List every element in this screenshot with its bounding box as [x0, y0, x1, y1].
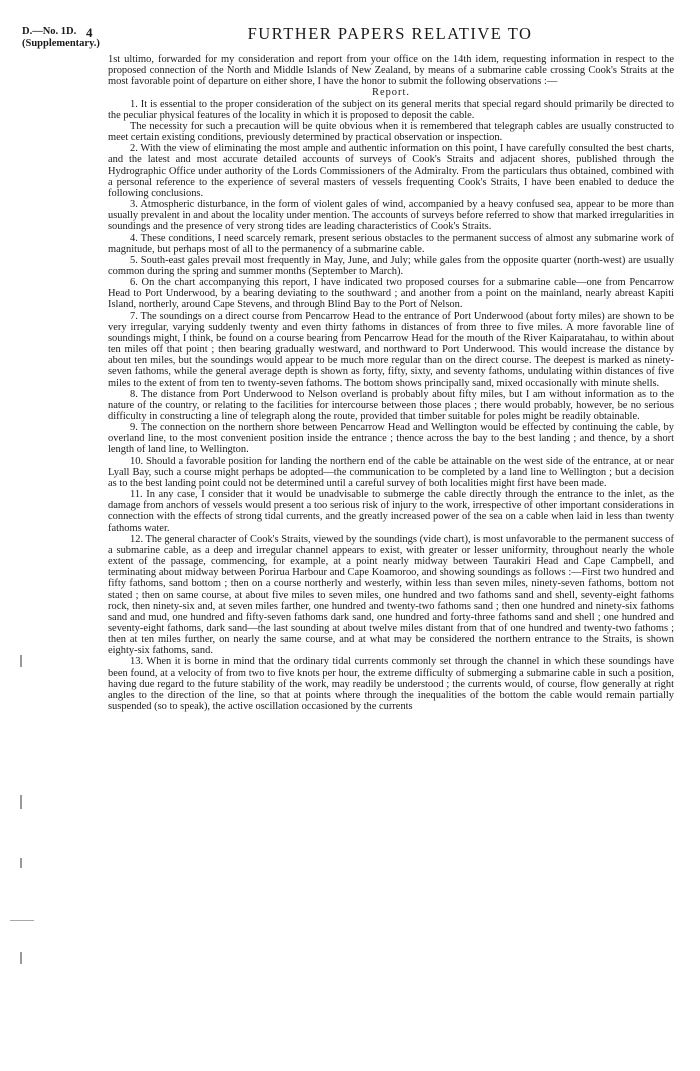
paragraph-1-continued: The necessity for such a precaution will be quite obvious when it is remembered that telegraph cables are usually constructed to meet certain existing conditions, previously determined by practical observation or inspection. [108, 120, 674, 144]
paragraph-10: 10. Should a favorable position for landing the northern end of the cable be attainable on the west side of the entrance, at or near Lyall Bay, such a course might perhaps be adopted—the communication to be completed by a land line to Wellington ; but a decision as to the best landing point could not be determined until a careful survey of both localities might first have been made. [108, 455, 674, 489]
paragraph-6: 6. On the chart accompanying this report, I have indicated two proposed courses for a submarine cable—one from Pencarrow Head to Port Underwood, by a bearing deviating to the southward ; and another from a point on the mainland, nearly abreast Kapiti Island, northerly, around Cape Stevens, and through Blind Bay to the Port of Nelson. [108, 277, 674, 311]
paragraph-12: 12. The general character of Cook's Straits, viewed by the soundings (vide chart), is most unfavorable to the permanent success of a submarine cable, as a deep and irregular channel appears to exist, with greater or lesser uniformity, throughout nearly the whole extent of the passage, commencing, for example, at a point nearly midway between Taurakiri Head and Cape Campbell, and terminating about midway between Porirua Harbour and Cape Koamoroo, and showing soundings as follows :—First two hundred and fifty fathoms, sand bottom ; then on a course northerly and westerly, within less than seven miles, ninety-seven fathoms, bottom not stated ; then on same course, at about five miles to seven miles, one hundred and two fathoms sand and shell, seventy-eight fathoms rock, then ninety-six and, at seven miles farther, one hundred and twenty-two fathoms sand ; then one hundred and ninety-six fathoms sand and mud, one hundred and fifty-seven fathoms dark sand, one hundred and forty-three fathoms sand and shell ; one hundred and seventy-eight fathoms, dark sand—the last sounding at about twelve miles distant from that of one hundred and twenty-two fathoms ; then at ten miles further, on nearly the same course, and at what may be considered the northern entrance to the Straits, is shown eighty-six fathoms, sand. [108, 533, 674, 657]
paragraph-1: 1. It is essential to the proper consideration of the subject on its general merits that special regard should primarily be directed to the peculiar physical features of the locality in which it is proposed to deposit the cable. [108, 98, 674, 121]
paragraph-13: 13. When it is borne in mind that the ordinary tidal currents commonly set through the channel in which these soundings have been found, at a velocity of from two to five knots per hour, the extreme difficulty of submerging a submarine cable in such a position, having due regard to the future stability of the work, may readily be understood ; the currents would, of course, flow generally at right angles to the direction of the line, so that at points where through the inequalities of the bottom the cable would remain partially suspended (so to speak), the active oscillation occasioned by the currents [108, 656, 674, 713]
paragraph-9: 9. The connection on the northern shore between Pencarrow Head and Wellington would be effected by continuing the cable, by overland line, to the most convenient position inside the entrance ; thence across the bay to the best landing ; and thence, by a short length of land line, to Wellington. [108, 422, 674, 456]
margin-mark [20, 655, 22, 667]
paragraph-7: 7. The soundings on a direct course from Pencarrow Head to the entrance of Port Underwood (about forty miles) are shown to be very irregular, varying suddenly twenty and even thirty fathoms in distances of from three to five miles. A more favorable line of soundings might, I think, be found on a course bearing from Pencarrow Head for the mouth of the River Kaiparatahau, to within about ten miles off that point ; then bearing gradually westward, and northward to Port Underwood. This would increase the distance by about ten miles, but the soundings would appear to be much more regular than on the direct course. The deepest is marked as ninety-seven fathoms, while the general average depth is shown as forty, fifty, sixty, and seventy fathoms, undulating within distances of five miles to the extent of from ten to twenty-seven fathoms. The bottom shows principally sand, mixed occasionally with minute shells. [108, 310, 674, 389]
page-header [0, 0, 700, 52]
margin-mark [20, 795, 22, 809]
paragraph-4: 4. These conditions, I need scarcely remark, present serious obstacles to the permanent success of almost any submarine work of magnitude, but perhaps most of all to the permanency of a submarine cable. [108, 232, 674, 255]
page-number: 4 [86, 25, 93, 40]
margin-dash [10, 920, 34, 921]
paragraph-8: 8. The distance from Port Underwood to Nelson overland is probably about fifty miles, but I am without information as to the nature of the country, or relating to the facilities for intercourse between those places ; there would probably, however, be no serious difficulty in constructing a line of telegraph along the route, provided that timber suitable for poles might be readily obtainable. [108, 388, 674, 422]
doc-ref-supplementary: (Supplementary.) [22, 38, 100, 49]
paragraph-3: 3. Atmospheric disturbance, in the form of violent gales of wind, accompanied by a heavy confused sea, appear to be more than usually prevalent in and about the locality under mention. The accounts of surveys before referred to show that marked irregularities in soundings and the presence of very strong tides are leading characteristics of Cook's Straits. [108, 199, 674, 233]
doc-ref-number: D.—No. 1D. [22, 26, 77, 37]
intro-paragraph: 1st ultimo, forwarded for my consideration and report from your office on the 14th idem, requesting information in respect to the proposed connection of the North and Middle Islands of New Zealand, by means of a submarine cable crossing Cook's Straits at the most favorable point of departure on either shore, I have the honor to submit the following observations :— [108, 54, 674, 88]
paragraph-11: 11. In any case, I consider that it would be unadvisable to submerge the cable directly through the entrance to the inlet, as the damage from anchors of vessels would present a too serious risk of injury to the work, irrespective of other important considerations in connection with the effects of strong tidal currents, and the greatly increased power of the sea on a cable when laid in less than twenty fathoms water. [108, 489, 674, 534]
margin-mark [20, 858, 22, 868]
page-body [108, 54, 674, 712]
report-heading: Report. [371, 87, 411, 99]
paragraph-2: 2. With the view of eliminating the most ample and authentic information on this point, I have carefully consulted the best charts, and the latest and most accurate detailed accounts of surveys of Cook's Straits and adjacent shores, published through the Hydrographic Office under authority of the Lords Commissioners of the Admiralty. From the particulars thus obtained, combined with a personal reference to the experience of several masters of vessels frequenting Cook's Straits, I have been enabled to deduce the following conclusions. [108, 143, 674, 199]
running-title: FURTHER PAPERS RELATIVE TO [247, 24, 533, 43]
paragraph-5: 5. South-east gales prevail most frequently in May, June, and July; while gales from the opposite quarter (north-west) are usually common during the spring and summer months (September to March). [108, 254, 674, 277]
margin-mark [20, 952, 22, 964]
